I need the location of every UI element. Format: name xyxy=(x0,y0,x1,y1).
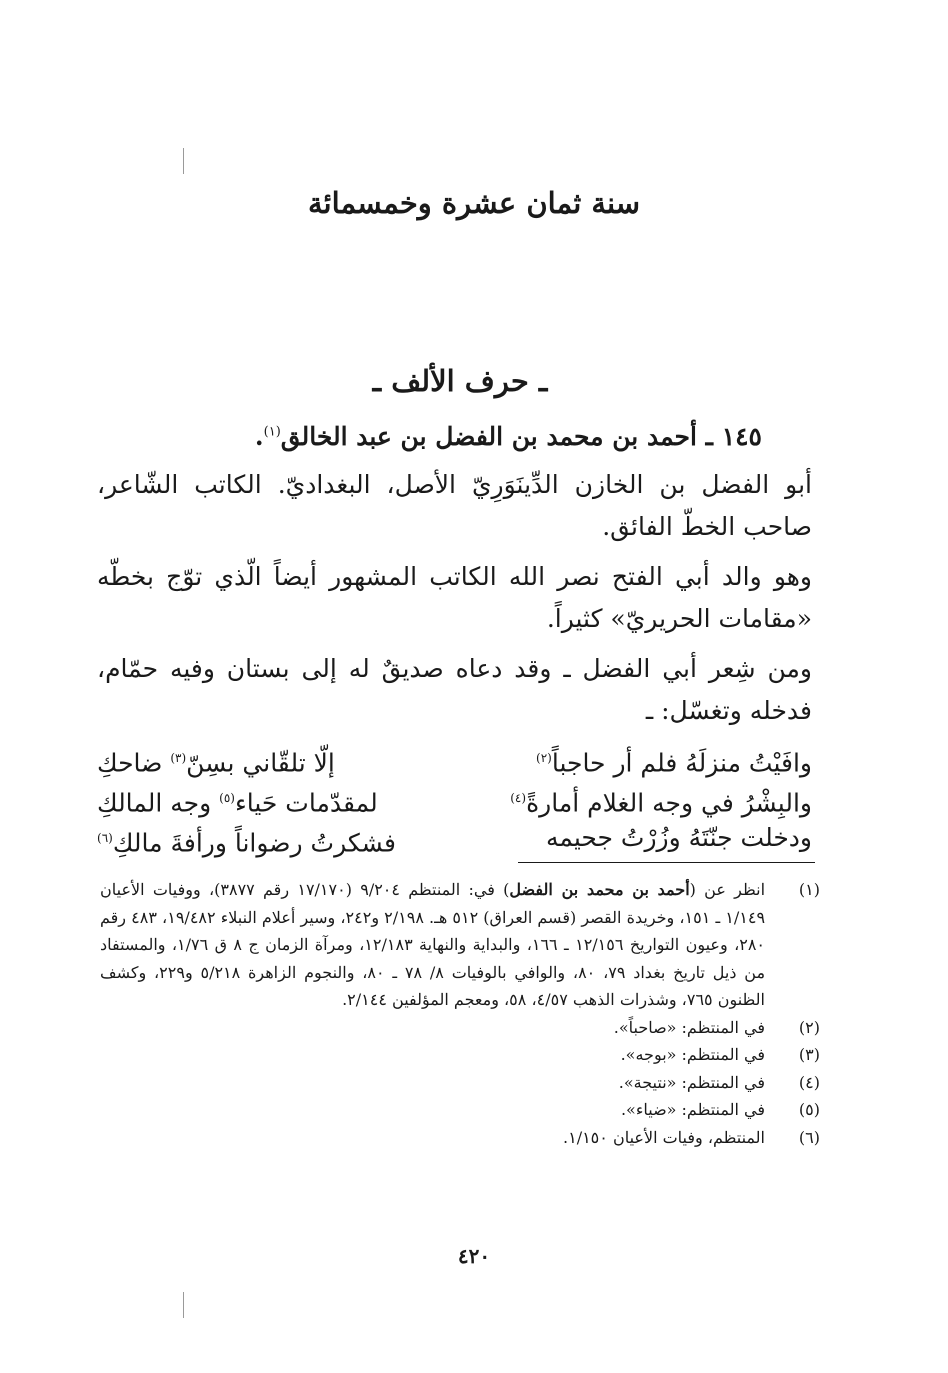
hemistich-text: ودخلت جنّتَهُ وزُرْتُ جحيمه xyxy=(545,823,812,852)
section-title: ـ حرف الألف ـ xyxy=(372,364,548,398)
entry-end-punct: . xyxy=(254,422,264,451)
entry-number: ١٤٥ xyxy=(721,422,762,451)
footnotes xyxy=(100,876,820,1151)
hemistich-text: والبِشْرُ في وجه الغلام أمارةً xyxy=(526,788,812,818)
verse-first-hemistich xyxy=(467,818,812,858)
poem xyxy=(97,738,812,858)
hemistich-text: إلّا تلقّاني بسِنّ xyxy=(186,748,335,778)
poem-intro-paragraph: ومن شِعر أبي الفضل ـ وقد دعاه صديقٌ له إلى بستان وفيه حمّام، فدخله وتغسّل: ـ xyxy=(97,654,812,725)
poem-verse xyxy=(97,778,812,818)
footnote-number: (١) xyxy=(798,880,820,899)
biography-paragraph: وهو والد أبي الفتح نصر الله الكاتب المشهور أيضاً الّذي توّج بخطّه «مقامات الحريريّ» كثيراً. xyxy=(97,562,812,633)
footnote-ref[interactable]: (٦) xyxy=(97,831,113,845)
verse-second-hemistich xyxy=(97,818,442,858)
verse-second-hemistich xyxy=(97,778,442,818)
footnote xyxy=(100,1096,820,1124)
footnote xyxy=(100,876,820,1014)
page-number: ٤٢٠ xyxy=(457,1244,491,1268)
crop-mark xyxy=(183,148,184,174)
footnote-text: في المنتظم: «صاحباً». xyxy=(613,1017,765,1037)
hemistich-text: وافَيْتُ منزلَهُ فلم أر حاجباً xyxy=(551,748,812,778)
year-title: سنة ثمان عشرة وخمسمائة xyxy=(307,186,640,220)
footnote-ref[interactable]: (١) xyxy=(263,424,281,440)
verse-second-hemistich xyxy=(97,738,442,778)
footnote-ref[interactable]: (٤) xyxy=(510,791,527,805)
hemistich-text: لمقدّمات حَياء xyxy=(234,788,378,818)
footnote-number: (٢) xyxy=(798,1017,820,1037)
verse-first-hemistich xyxy=(467,738,812,778)
poem-verse xyxy=(97,738,812,778)
footnote xyxy=(100,1014,820,1042)
footnote-subject: أحمد بن محمد بن الفضل xyxy=(509,880,690,899)
footnote-lead: انظر عن ( xyxy=(689,880,766,899)
entry-separator: ـ xyxy=(705,422,713,451)
footnote-number: (٣) xyxy=(798,1045,820,1064)
verse-first-hemistich xyxy=(467,778,812,818)
hemistich-text: فشكرتُ رضواناً ورأفةَ مالكِ xyxy=(112,828,396,858)
footnote-text xyxy=(100,876,765,1014)
entry-heading xyxy=(255,422,762,451)
hemistich-text: ضاحكِ xyxy=(97,748,171,778)
crop-mark xyxy=(183,1292,184,1318)
footnote-text: في المنتظم: «ضياء». xyxy=(620,1100,765,1119)
footnote-text: في المنتظم: «نتيجة». xyxy=(618,1072,765,1092)
footnote-body: ) في: المنتظم ٩/٢٠٤ (١٧/١٧٠ رقم ٣٨٧٧)، ووفيات الأعيان ١/١٤٩ ـ ١٥١، وخريدة القصر (قسم العراق) ٥١٢ هـ. ٢/١٩٨ و٢٤٢، وسير أعلام النبلاء ١٩/٤٨٢، ٤٨٣ رقم ٢٨٠، وعيون التواريخ ١٢/١٥٦ ـ ١٦٦، والبداية والنهاية ١٢/١٨٣، ومرآة الزمان ج ٨ ق ١/٧٦، والمستفاد من ذيل تاريخ بغداد ٧٩، ٨٠، والوافي بالوفيات ٨/ ٧٨ ـ ٨٠، والنجوم الزاهرة ٥/٢١٨ و٢٢٩، وكشف الظنون ٧٦٥، وشذرات الذهب ٤/٥٧، ٥٨، ومعجم المؤلفين ٢/١٤٤. xyxy=(100,880,766,1009)
footnote xyxy=(100,1069,820,1097)
footnote xyxy=(100,1124,820,1152)
footnote-ref[interactable]: (٣) xyxy=(170,751,187,765)
footnote-number: (٤) xyxy=(798,1072,820,1092)
footnote-ref[interactable]: (٥) xyxy=(219,791,235,805)
biography-paragraph: أبو الفضل بن الخازن الدِّينَوَرِيّ الأصل، البغداديّ. الكاتب الشّاعر، صاحب الخطّ الفائق. xyxy=(97,470,812,541)
footnote-divider xyxy=(518,862,815,863)
footnote-text: المنتظم، وفيات الأعيان ١/١٥٠. xyxy=(563,1127,765,1147)
footnote xyxy=(100,1041,820,1069)
footnote-number: (٦) xyxy=(798,1127,820,1147)
footnote-number: (٥) xyxy=(798,1100,820,1119)
entry-name: أحمد بن محمد بن الفضل بن عبد الخالق xyxy=(280,422,697,451)
hemistich-text: وجه المالكِ xyxy=(97,788,220,818)
footnote-text: في المنتظم: «بوجه». xyxy=(620,1045,765,1064)
poem-verse xyxy=(97,818,812,858)
footnote-ref[interactable]: (٢) xyxy=(536,751,552,765)
